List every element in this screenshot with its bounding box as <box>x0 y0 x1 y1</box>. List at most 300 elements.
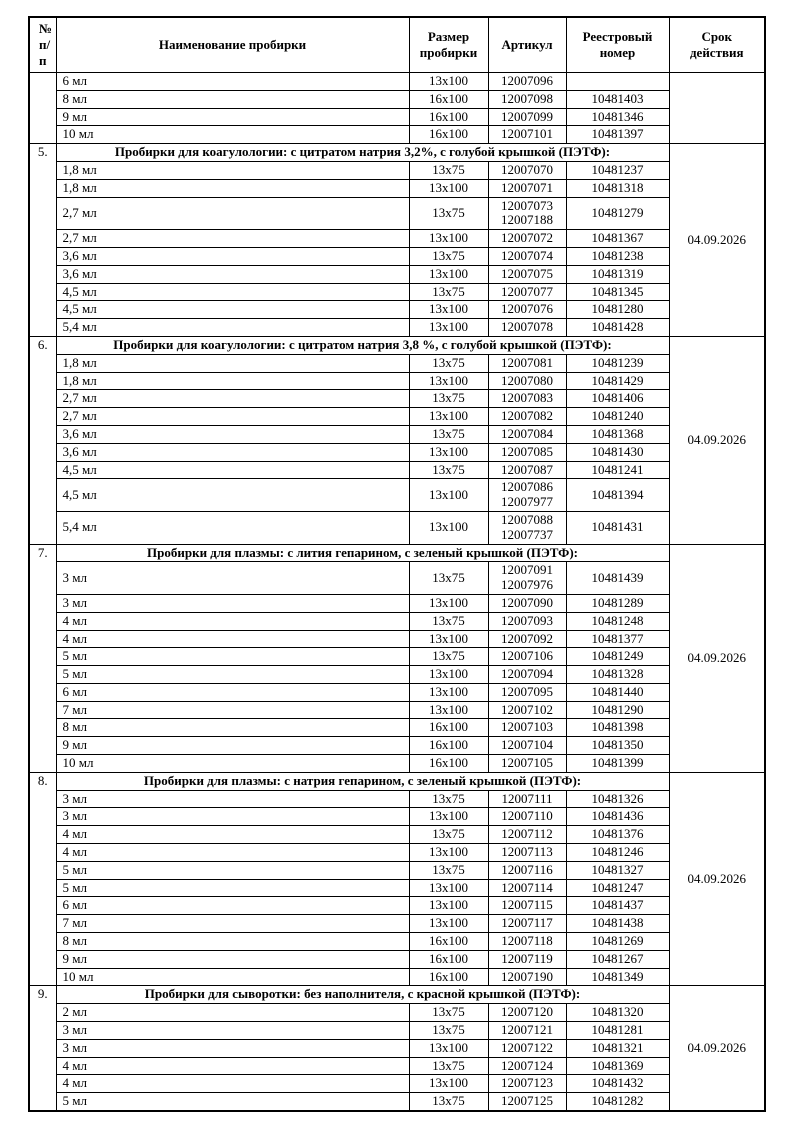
tube-name-cell: 3 мл <box>56 594 409 612</box>
tube-size-cell: 13x75 <box>409 425 488 443</box>
registry-number-cell: 10481241 <box>566 461 669 479</box>
tube-size-cell: 13x100 <box>409 594 488 612</box>
col-header-registry-number: Реестровый номер <box>566 17 669 73</box>
registry-number-cell: 10481346 <box>566 108 669 126</box>
registry-number-cell: 10481248 <box>566 612 669 630</box>
table-row <box>29 755 765 773</box>
article-number-line: 12007122 <box>501 1039 553 1055</box>
table-header-row <box>29 17 765 73</box>
article-number-line: 12007115 <box>501 897 553 913</box>
tube-name-cell: 5,4 мл <box>56 511 409 544</box>
tube-size-cell: 13x75 <box>409 562 488 595</box>
tube-size-cell: 13x75 <box>409 1057 488 1075</box>
registry-number-cell: 10481439 <box>566 562 669 595</box>
registry-number-cell: 10481240 <box>566 408 669 426</box>
article-number-line: 12007118 <box>501 933 553 949</box>
tube-name-cell: 3,6 мл <box>56 247 409 265</box>
tube-size-cell: 13x75 <box>409 354 488 372</box>
registry-number-cell: 10481436 <box>566 808 669 826</box>
tube-size-cell: 13x75 <box>409 648 488 666</box>
article-cell <box>488 666 566 684</box>
article-number-line: 12007117 <box>501 915 553 931</box>
expiry-date-cell: 04.09.2026 <box>669 986 765 1111</box>
table-row <box>29 826 765 844</box>
tube-name-cell: 4,5 мл <box>56 283 409 301</box>
registry-number-cell: 10481281 <box>566 1022 669 1040</box>
registry-number-cell: 10481239 <box>566 354 669 372</box>
tube-name-cell: 4 мл <box>56 1057 409 1075</box>
tube-name-cell: 5,4 мл <box>56 319 409 337</box>
article-cell <box>488 511 566 544</box>
article-number-line: 12007124 <box>501 1057 553 1073</box>
registry-number-cell: 10481368 <box>566 425 669 443</box>
registry-number-cell: 10481398 <box>566 719 669 737</box>
table-row <box>29 372 765 390</box>
registry-number-cell: 10481394 <box>566 479 669 512</box>
tube-name-cell: 10 мл <box>56 968 409 986</box>
registry-number-cell: 10481437 <box>566 897 669 915</box>
section-header-row <box>29 772 765 790</box>
article-cell <box>488 443 566 461</box>
article-cell <box>488 108 566 126</box>
article-number-line: 12007098 <box>501 90 553 106</box>
tube-name-cell: 5 мл <box>56 879 409 897</box>
tube-size-cell: 13x100 <box>409 301 488 319</box>
col-header-tube-size: Размер пробирки <box>409 17 488 73</box>
article-cell <box>488 861 566 879</box>
expiry-date-cell: 04.09.2026 <box>669 772 765 986</box>
registry-number-cell: 10481289 <box>566 594 669 612</box>
registry-number-cell: 10481290 <box>566 701 669 719</box>
tube-size-cell: 13x100 <box>409 666 488 684</box>
article-number-line: 12007072 <box>501 230 553 246</box>
tube-name-cell: 2,7 мл <box>56 230 409 248</box>
article-number-line: 12007190 <box>501 968 553 984</box>
tube-name-cell: 3 мл <box>56 1022 409 1040</box>
col-header-article: Артикул <box>488 17 566 73</box>
registry-number-cell: 10481321 <box>566 1039 669 1057</box>
article-cell <box>488 461 566 479</box>
tube-name-cell: 1,8 мл <box>56 372 409 390</box>
article-number-line: 12007094 <box>501 666 553 682</box>
article-cell <box>488 933 566 951</box>
article-number-line: 12007099 <box>501 108 553 124</box>
registry-number-cell: 10481429 <box>566 372 669 390</box>
tube-name-cell: 2,7 мл <box>56 197 409 230</box>
article-cell <box>488 301 566 319</box>
table-row <box>29 108 765 126</box>
registry-number-cell: 10481430 <box>566 443 669 461</box>
table-row <box>29 197 765 230</box>
registry-number-cell: 10481440 <box>566 683 669 701</box>
article-number-line: 12007088 <box>501 511 553 527</box>
article-number-line: 12007101 <box>501 126 553 142</box>
article-cell <box>488 179 566 197</box>
registry-number-cell: 10481247 <box>566 879 669 897</box>
registry-number-cell: 10481320 <box>566 1004 669 1022</box>
tube-size-cell: 13x100 <box>409 230 488 248</box>
article-number-line: 12007125 <box>501 1093 553 1109</box>
article-number-line: 12007070 <box>501 161 553 177</box>
article-cell <box>488 879 566 897</box>
col-header-expiry: Срок действия <box>669 17 765 73</box>
table-row <box>29 73 765 91</box>
tube-size-cell: 16x100 <box>409 737 488 755</box>
tube-name-cell: 3,6 мл <box>56 443 409 461</box>
registry-number-cell: 10481280 <box>566 301 669 319</box>
registry-number-cell: 10481237 <box>566 161 669 179</box>
article-number-line: 12007093 <box>501 612 553 628</box>
article-number-line: 12007092 <box>501 630 553 646</box>
tube-size-cell: 16x100 <box>409 950 488 968</box>
section-header-row <box>29 336 765 354</box>
table-row <box>29 666 765 684</box>
table-row <box>29 701 765 719</box>
tube-size-cell: 13x75 <box>409 247 488 265</box>
table-row <box>29 390 765 408</box>
table-row <box>29 511 765 544</box>
tube-name-cell: 2,7 мл <box>56 408 409 426</box>
registry-number-cell: 10481397 <box>566 126 669 144</box>
col-header-row-number: № п/п <box>29 17 56 73</box>
tube-size-cell: 13x75 <box>409 826 488 844</box>
article-cell <box>488 230 566 248</box>
tube-size-cell: 13x75 <box>409 197 488 230</box>
table-row <box>29 443 765 461</box>
tube-name-cell: 2 мл <box>56 1004 409 1022</box>
tube-size-cell: 13x75 <box>409 283 488 301</box>
article-number-line: 12007123 <box>501 1075 553 1091</box>
tube-name-cell: 4 мл <box>56 612 409 630</box>
table-row <box>29 179 765 197</box>
registry-number-cell: 10481350 <box>566 737 669 755</box>
tube-name-cell: 4,5 мл <box>56 479 409 512</box>
table-row <box>29 1057 765 1075</box>
article-cell <box>488 372 566 390</box>
article-number-line: 12007188 <box>501 212 553 228</box>
article-number-line: 12007112 <box>501 826 553 842</box>
tube-size-cell: 13x75 <box>409 612 488 630</box>
tube-name-cell: 5 мл <box>56 666 409 684</box>
tube-name-cell: 1,8 мл <box>56 161 409 179</box>
tube-name-cell: 7 мл <box>56 701 409 719</box>
table-row <box>29 161 765 179</box>
article-cell <box>488 897 566 915</box>
article-cell <box>488 790 566 808</box>
tube-size-cell: 16x100 <box>409 108 488 126</box>
tube-size-cell: 16x100 <box>409 126 488 144</box>
article-number-line: 12007091 <box>501 562 553 578</box>
article-cell <box>488 283 566 301</box>
tube-size-cell: 13x100 <box>409 265 488 283</box>
table-row <box>29 425 765 443</box>
table-row <box>29 844 765 862</box>
table-row <box>29 968 765 986</box>
tube-size-cell: 13x75 <box>409 1004 488 1022</box>
article-cell <box>488 630 566 648</box>
registry-number-cell <box>566 73 669 91</box>
article-cell <box>488 844 566 862</box>
section-number-cell <box>29 73 56 144</box>
tube-size-cell: 13x100 <box>409 179 488 197</box>
expiry-date-cell: 04.09.2026 <box>669 144 765 337</box>
section-number-cell: 7. <box>29 544 56 772</box>
registry-number-cell: 10481428 <box>566 319 669 337</box>
article-number-line: 12007976 <box>501 577 553 593</box>
tube-name-cell: 3 мл <box>56 790 409 808</box>
tube-size-cell: 13x75 <box>409 461 488 479</box>
article-number-line: 12007102 <box>501 701 553 717</box>
article-cell <box>488 915 566 933</box>
registry-number-cell: 10481431 <box>566 511 669 544</box>
article-number-line: 12007073 <box>501 197 553 213</box>
article-number-line: 12007737 <box>501 526 553 542</box>
tube-name-cell: 9 мл <box>56 108 409 126</box>
tube-size-cell: 13x100 <box>409 511 488 544</box>
article-number-line: 12007119 <box>501 950 553 966</box>
article-cell <box>488 479 566 512</box>
table-row <box>29 408 765 426</box>
article-cell <box>488 425 566 443</box>
section-title-cell: Пробирки для сыворотки: без наполнителя, с красной крышкой (ПЭТФ): <box>56 986 669 1004</box>
article-cell <box>488 390 566 408</box>
table-row <box>29 861 765 879</box>
article-cell <box>488 90 566 108</box>
article-cell <box>488 701 566 719</box>
table-row <box>29 915 765 933</box>
tube-size-cell: 13x75 <box>409 161 488 179</box>
section-title-cell: Пробирки для коагулологии: с цитратом натрия 3,8 %, с голубой крышкой (ПЭТФ): <box>56 336 669 354</box>
article-number-line: 12007076 <box>501 301 553 317</box>
table-row <box>29 354 765 372</box>
article-number-line: 12007090 <box>501 594 553 610</box>
tube-size-cell: 13x100 <box>409 879 488 897</box>
section-header-row <box>29 144 765 162</box>
tube-name-cell: 3 мл <box>56 808 409 826</box>
article-number-line: 12007086 <box>501 479 553 495</box>
article-number-line: 12007105 <box>501 755 553 771</box>
tube-name-cell: 8 мл <box>56 90 409 108</box>
article-number-line: 12007074 <box>501 247 553 263</box>
table-row <box>29 126 765 144</box>
tube-size-cell: 13x100 <box>409 443 488 461</box>
table-row <box>29 879 765 897</box>
article-cell <box>488 247 566 265</box>
article-cell <box>488 1075 566 1093</box>
registry-number-cell: 10481267 <box>566 950 669 968</box>
table-row <box>29 594 765 612</box>
registry-number-cell: 10481345 <box>566 283 669 301</box>
article-cell <box>488 826 566 844</box>
col-header-tube-name: Наименование пробирки <box>56 17 409 73</box>
table-row <box>29 897 765 915</box>
tube-name-cell: 4 мл <box>56 630 409 648</box>
tube-name-cell: 6 мл <box>56 73 409 91</box>
section-title-cell: Пробирки для плазмы: с натрия гепарином, с зеленый крышкой (ПЭТФ): <box>56 772 669 790</box>
tube-name-cell: 7 мл <box>56 915 409 933</box>
tube-name-cell: 8 мл <box>56 719 409 737</box>
table-row <box>29 612 765 630</box>
tube-name-cell: 4 мл <box>56 1075 409 1093</box>
table-row <box>29 265 765 283</box>
tube-size-cell: 13x75 <box>409 1093 488 1111</box>
table-row <box>29 648 765 666</box>
article-cell <box>488 265 566 283</box>
registry-number-cell: 10481318 <box>566 179 669 197</box>
article-number-line: 12007085 <box>501 443 553 459</box>
article-cell <box>488 612 566 630</box>
article-cell <box>488 719 566 737</box>
table-row <box>29 933 765 951</box>
registry-number-cell: 10481369 <box>566 1057 669 1075</box>
tube-name-cell: 5 мл <box>56 1093 409 1111</box>
registry-number-cell: 10481438 <box>566 915 669 933</box>
article-cell <box>488 408 566 426</box>
article-cell <box>488 594 566 612</box>
article-number-line: 12007104 <box>501 737 553 753</box>
article-cell <box>488 354 566 372</box>
article-number-line: 12007114 <box>501 879 553 895</box>
expiry-date-cell <box>669 73 765 144</box>
tube-name-cell: 3,6 мл <box>56 425 409 443</box>
table-row <box>29 562 765 595</box>
tube-size-cell: 13x100 <box>409 73 488 91</box>
tube-name-cell: 9 мл <box>56 950 409 968</box>
section-header-row <box>29 544 765 562</box>
tube-name-cell: 3 мл <box>56 1039 409 1057</box>
tube-name-cell: 8 мл <box>56 933 409 951</box>
article-cell <box>488 1057 566 1075</box>
table-row <box>29 1075 765 1093</box>
tube-size-cell: 13x100 <box>409 319 488 337</box>
tube-size-cell: 13x100 <box>409 683 488 701</box>
table-row <box>29 247 765 265</box>
article-cell <box>488 1022 566 1040</box>
registry-number-cell: 10481367 <box>566 230 669 248</box>
registry-number-cell: 10481282 <box>566 1093 669 1111</box>
article-number-line: 12007071 <box>501 179 553 195</box>
tube-size-cell: 13x100 <box>409 630 488 648</box>
article-number-line: 12007120 <box>501 1004 553 1020</box>
registry-number-cell: 10481319 <box>566 265 669 283</box>
article-cell <box>488 648 566 666</box>
article-number-line: 12007116 <box>501 861 553 877</box>
table-row <box>29 90 765 108</box>
section-number-cell: 6. <box>29 336 56 544</box>
article-number-line: 12007082 <box>501 408 553 424</box>
table-row <box>29 230 765 248</box>
registry-number-cell: 10481376 <box>566 826 669 844</box>
article-cell <box>488 1039 566 1057</box>
article-number-line: 12007077 <box>501 283 553 299</box>
tube-size-cell: 13x100 <box>409 1039 488 1057</box>
tube-name-cell: 3,6 мл <box>56 265 409 283</box>
tube-name-cell: 1,8 мл <box>56 179 409 197</box>
tube-name-cell: 2,7 мл <box>56 390 409 408</box>
tube-size-cell: 13x100 <box>409 1075 488 1093</box>
table-row <box>29 461 765 479</box>
registry-number-cell: 10481327 <box>566 861 669 879</box>
article-number-line: 12007121 <box>501 1022 553 1038</box>
registry-number-cell: 10481249 <box>566 648 669 666</box>
registry-number-cell: 10481403 <box>566 90 669 108</box>
article-number-line: 12007078 <box>501 319 553 335</box>
registry-number-cell: 10481238 <box>566 247 669 265</box>
article-number-line: 12007110 <box>501 808 553 824</box>
tube-name-cell: 10 мл <box>56 126 409 144</box>
article-cell <box>488 1093 566 1111</box>
article-number-line: 12007106 <box>501 648 553 664</box>
tube-name-cell: 10 мл <box>56 755 409 773</box>
article-number-line: 12007113 <box>501 844 553 860</box>
tube-size-cell: 16x100 <box>409 90 488 108</box>
tube-name-cell: 6 мл <box>56 683 409 701</box>
tube-name-cell: 1,8 мл <box>56 354 409 372</box>
article-number-line: 12007080 <box>501 372 553 388</box>
table-row <box>29 1004 765 1022</box>
tube-name-cell: 4,5 мл <box>56 461 409 479</box>
article-cell <box>488 950 566 968</box>
tube-size-cell: 13x100 <box>409 808 488 826</box>
table-row <box>29 1039 765 1057</box>
tube-size-cell: 16x100 <box>409 968 488 986</box>
article-cell <box>488 562 566 595</box>
section-title-cell: Пробирки для коагулологии: с цитратом натрия 3,2%, с голубой крышкой (ПЭТФ): <box>56 144 669 162</box>
article-cell <box>488 161 566 179</box>
article-number-line: 12007084 <box>501 425 553 441</box>
table-row <box>29 319 765 337</box>
registry-number-cell: 10481279 <box>566 197 669 230</box>
section-title-cell: Пробирки для плазмы: с лития гепарином, с зеленый крышкой (ПЭТФ): <box>56 544 669 562</box>
registry-number-cell: 10481328 <box>566 666 669 684</box>
article-number-line: 12007095 <box>501 683 553 699</box>
tube-size-cell: 13x100 <box>409 479 488 512</box>
article-cell <box>488 683 566 701</box>
article-number-line: 12007977 <box>501 494 553 510</box>
article-number-line: 12007081 <box>501 354 553 370</box>
tube-size-cell: 13x75 <box>409 390 488 408</box>
tube-size-cell: 13x100 <box>409 897 488 915</box>
table-body <box>29 73 765 1112</box>
table-row <box>29 1093 765 1111</box>
article-cell <box>488 319 566 337</box>
article-number-line: 12007087 <box>501 461 553 477</box>
registry-number-cell: 10481406 <box>566 390 669 408</box>
section-number-cell: 9. <box>29 986 56 1111</box>
article-number-line: 12007083 <box>501 390 553 406</box>
tube-name-cell: 3 мл <box>56 562 409 595</box>
registry-number-cell: 10481269 <box>566 933 669 951</box>
table-row <box>29 719 765 737</box>
article-cell <box>488 737 566 755</box>
registry-number-cell: 10481432 <box>566 1075 669 1093</box>
article-cell <box>488 755 566 773</box>
article-cell <box>488 197 566 230</box>
tube-size-cell: 13x100 <box>409 915 488 933</box>
tube-registry-table <box>28 16 766 1112</box>
table-row <box>29 790 765 808</box>
table-row <box>29 808 765 826</box>
tube-name-cell: 5 мл <box>56 648 409 666</box>
article-cell <box>488 1004 566 1022</box>
article-cell <box>488 126 566 144</box>
tube-name-cell: 4 мл <box>56 844 409 862</box>
article-number-line: 12007096 <box>501 73 553 88</box>
tube-name-cell: 4 мл <box>56 826 409 844</box>
registry-number-cell: 10481399 <box>566 755 669 773</box>
expiry-date-cell: 04.09.2026 <box>669 544 765 772</box>
table-row <box>29 1022 765 1040</box>
